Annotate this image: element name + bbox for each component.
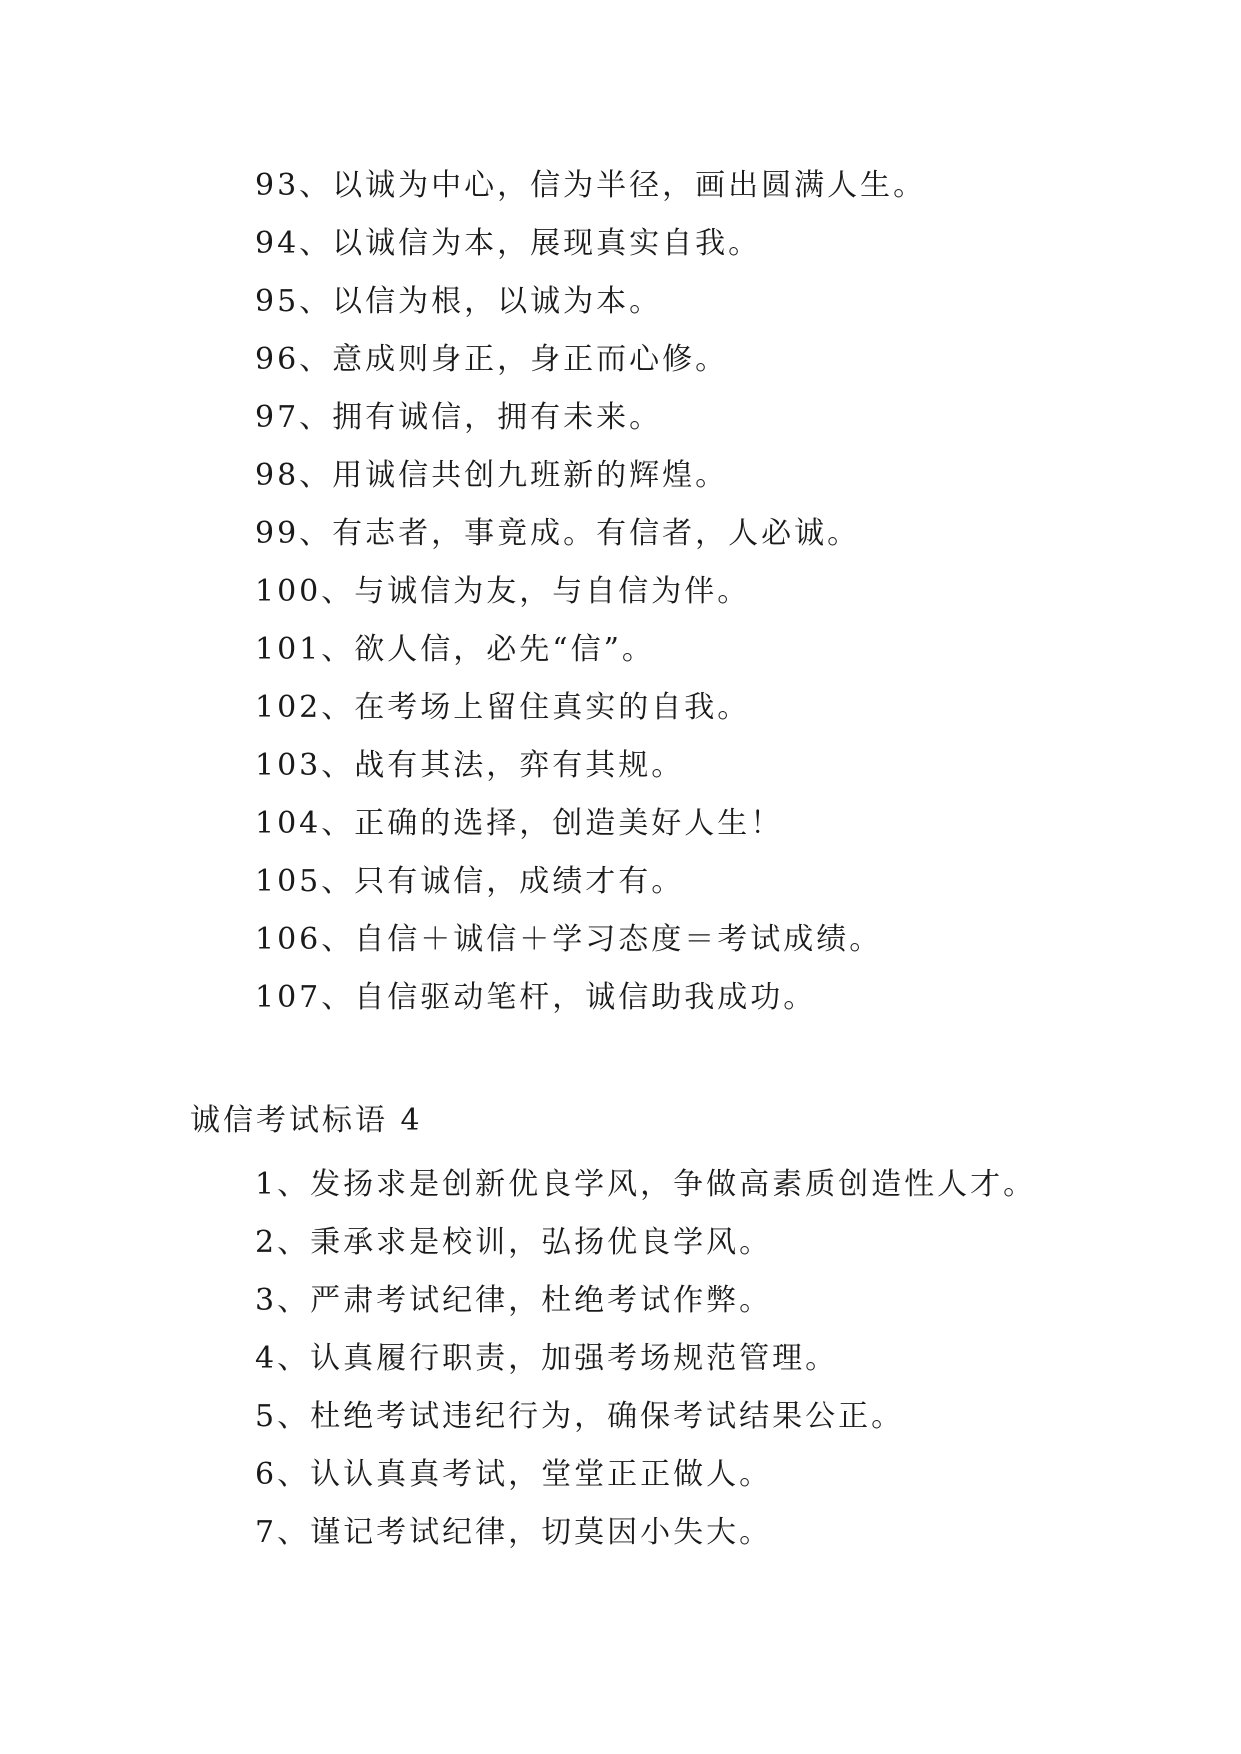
slogan-item: 93、以诚为中心，信为半径，画出圆满人生。 (255, 168, 927, 203)
slogan-item: 100、与诚信为友，与自信为伴。 (255, 574, 751, 609)
slogan-item: 4、认真履行职责，加强考场规范管理。 (255, 1341, 839, 1376)
section-heading: 诚信考试标语 4 (190, 1103, 423, 1138)
slogan-item: 99、有志者，事竟成。有信者，人必诚。 (255, 516, 861, 551)
slogan-item: 102、在考场上留住真实的自我。 (255, 690, 751, 725)
slogan-item: 3、严肃考试纪律，杜绝考试作弊。 (255, 1283, 773, 1318)
slogan-item: 95、以信为根，以诚为本。 (255, 284, 663, 319)
slogan-item: 107、自信驱动笔杆，诚信助我成功。 (255, 980, 817, 1015)
slogan-item: 6、认认真真考试，堂堂正正做人。 (255, 1457, 773, 1492)
slogan-item: 105、只有诚信，成绩才有。 (255, 864, 685, 899)
slogan-list-section-4 (255, 1156, 1036, 1562)
slogan-item: 2、秉承求是校训，弘扬优良学风。 (255, 1225, 773, 1260)
slogan-item: 94、以诚信为本，展现真实自我。 (255, 226, 762, 261)
slogan-item: 106、自信＋诚信＋学习态度＝考试成绩。 (255, 922, 883, 957)
slogan-item: 97、拥有诚信，拥有未来。 (255, 400, 663, 435)
slogan-item: 96、意成则身正，身正而心修。 (255, 342, 729, 377)
slogan-item: 98、用诚信共创九班新的辉煌。 (255, 458, 729, 493)
slogan-item: 104、正确的选择，创造美好人生！ (255, 806, 784, 841)
slogan-item: 101、欲人信，必先“信”。 (255, 632, 655, 667)
slogan-list-continued (255, 157, 926, 1027)
slogan-item: 5、杜绝考试违纪行为，确保考试结果公正。 (255, 1399, 905, 1434)
slogan-item: 1、发扬求是创新优良学风，争做高素质创造性人才。 (255, 1167, 1037, 1202)
slogan-item: 7、谨记考试纪律，切莫因小失大。 (255, 1515, 773, 1550)
slogan-item: 103、战有其法，弈有其规。 (255, 748, 685, 783)
